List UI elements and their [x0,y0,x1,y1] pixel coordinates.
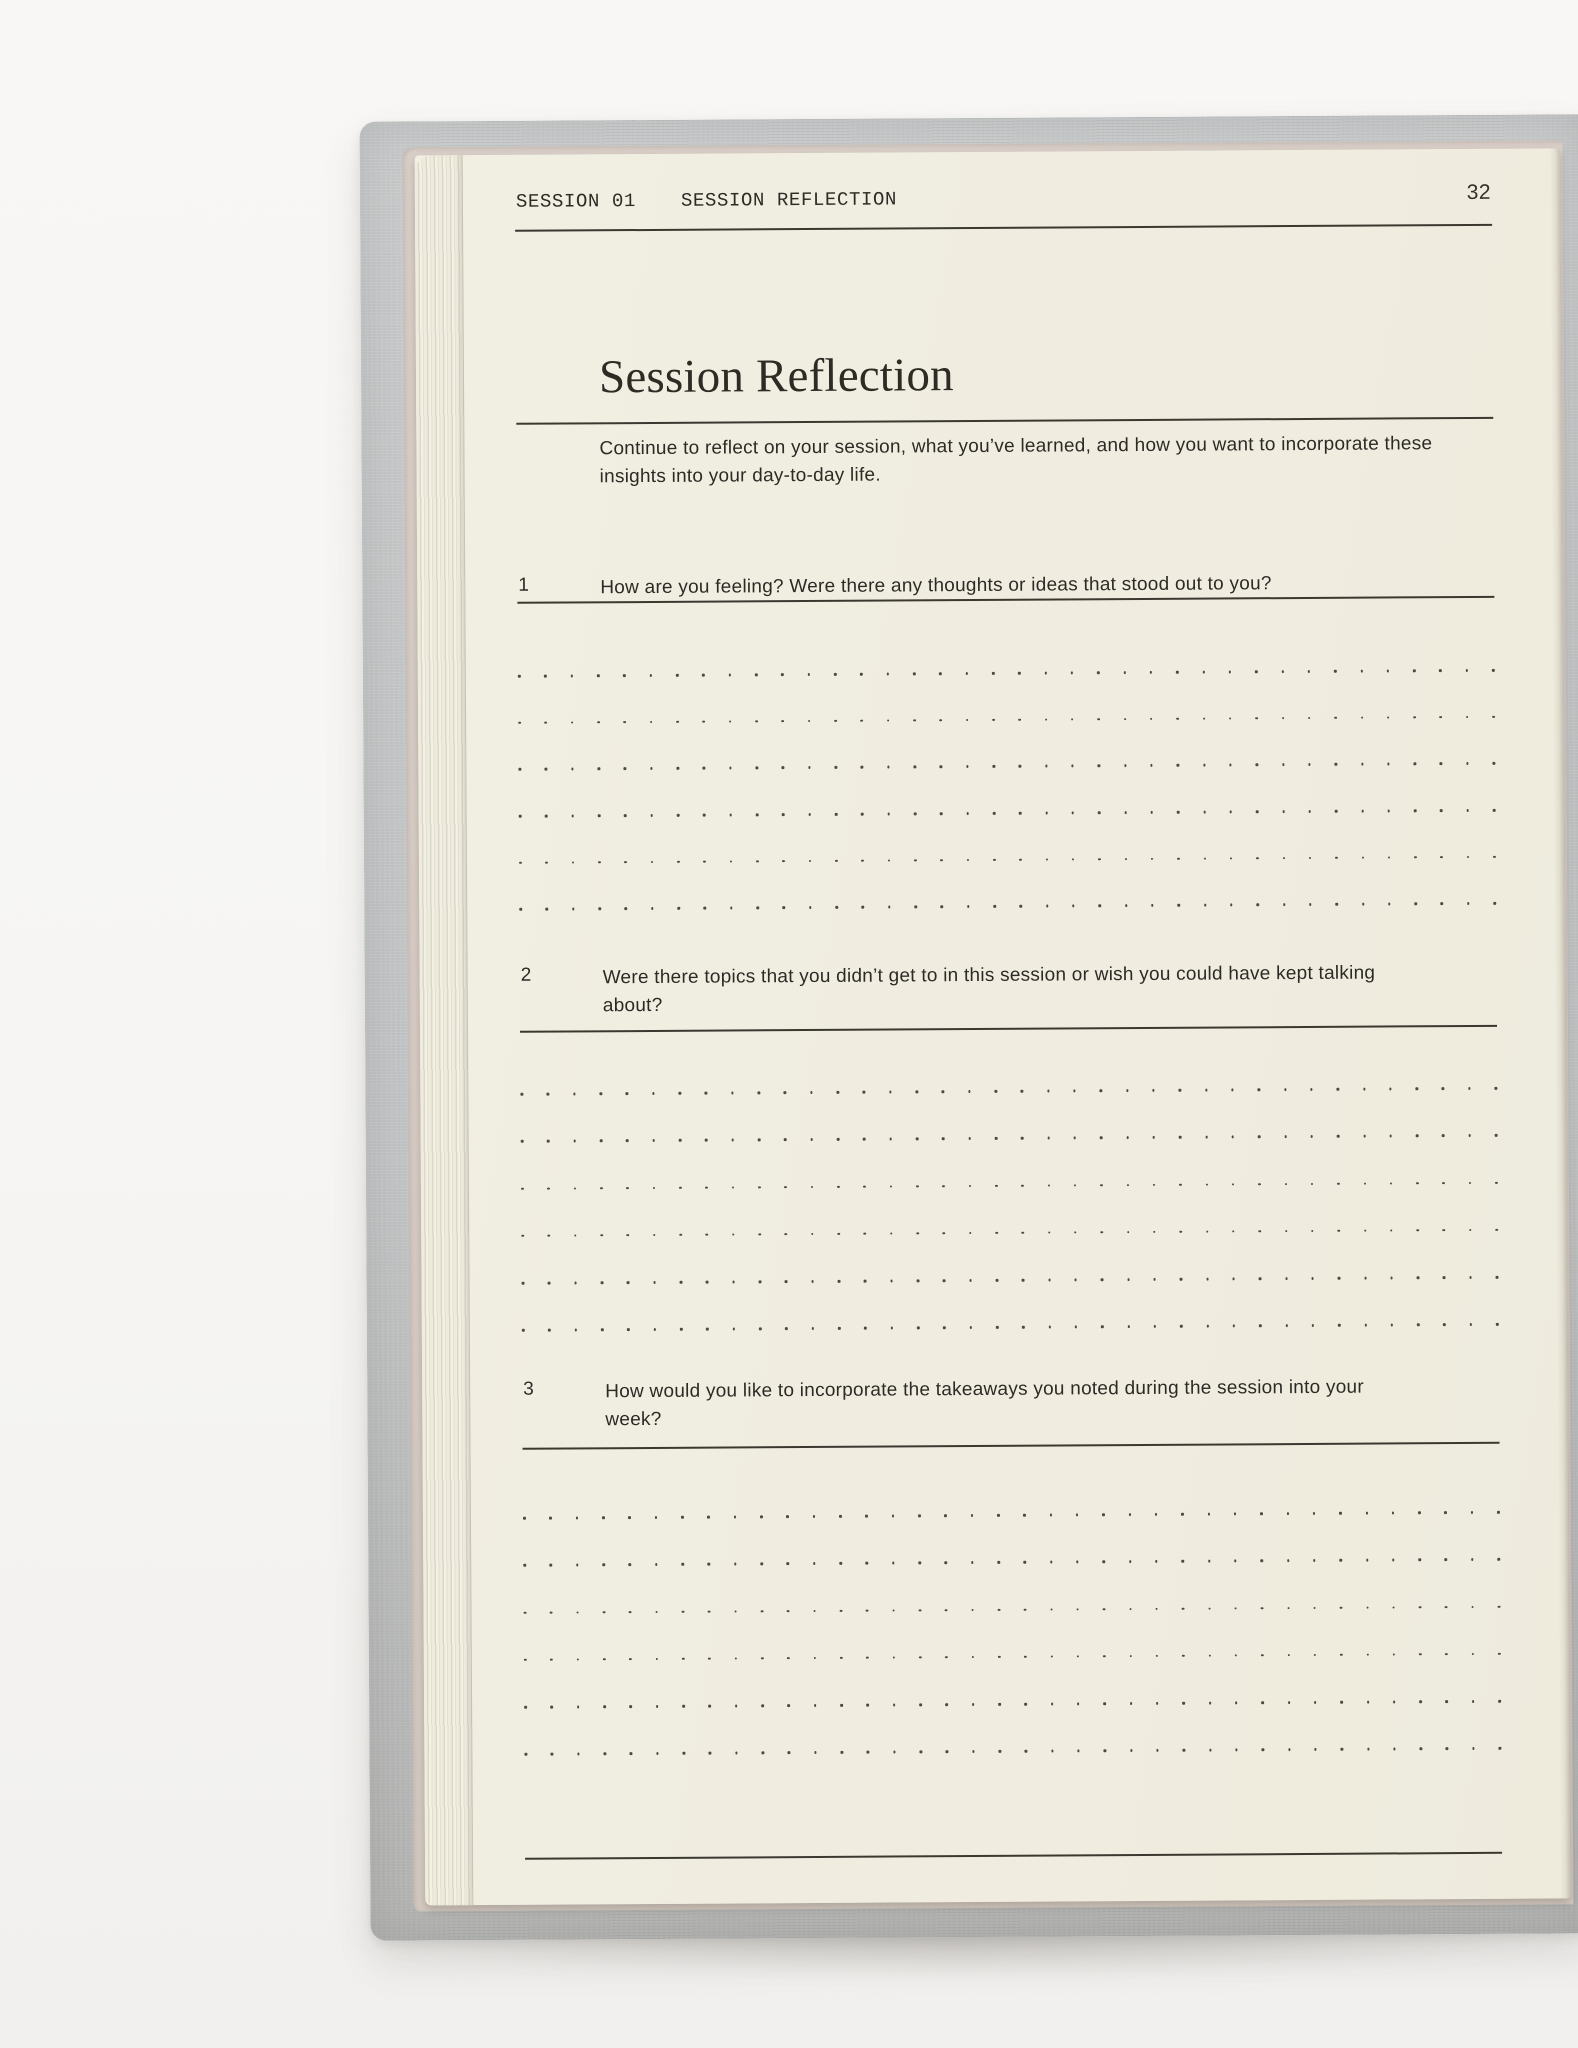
section-label: SESSION REFLECTION [680,188,898,212]
dot-row [523,1558,1500,1567]
dot-grid [520,1087,1498,1332]
dot-row [520,1087,1497,1096]
dot-row [519,902,1496,911]
question-number: 1 [518,574,530,596]
dot-grid [518,669,1496,911]
header-rule [515,224,1492,232]
page-stack-edges [415,155,474,1905]
dot-row [518,715,1495,724]
dot-row [518,669,1495,678]
question-rule [523,1442,1500,1450]
dot-row [523,1511,1500,1520]
question-text: How would you like to incorporate the takeaways you noted during the session into your week? [605,1376,1364,1431]
page-number: 32 [1466,180,1491,204]
dot-row [524,1653,1501,1662]
question-rule [520,1025,1497,1033]
dot-row [521,1134,1498,1143]
dot-row [518,762,1495,771]
page-title: Session Reflection [598,349,954,404]
question-text: How are you feeling? Were there any thoughts or ideas that stood out to you? [600,573,1272,599]
dot-row [524,1700,1501,1709]
title-rule [516,417,1493,425]
dot-row [521,1181,1498,1190]
dot-row [524,1605,1501,1614]
dot-grid [523,1511,1501,1756]
journal-cover [359,114,1578,1940]
journal-page [415,148,1571,1905]
page-header [515,180,1492,215]
dot-row [519,809,1496,818]
question-number: 3 [523,1378,535,1400]
intro-text: Continue to reflect on your session, what you’ve learned, and how you want to incorporate these insights into your day-to-day life. [599,433,1433,488]
dot-row [522,1323,1499,1332]
session-label: SESSION 01 [515,190,637,213]
question-text: Were there topics that you didn’t get to in this session or wish you could have kept talking about? [602,962,1376,1017]
dot-row [522,1276,1499,1285]
footer-rule [525,1852,1502,1860]
dot-row [519,856,1496,865]
question-number: 2 [520,964,532,986]
dot-row [524,1747,1501,1756]
dot-row [521,1229,1498,1238]
